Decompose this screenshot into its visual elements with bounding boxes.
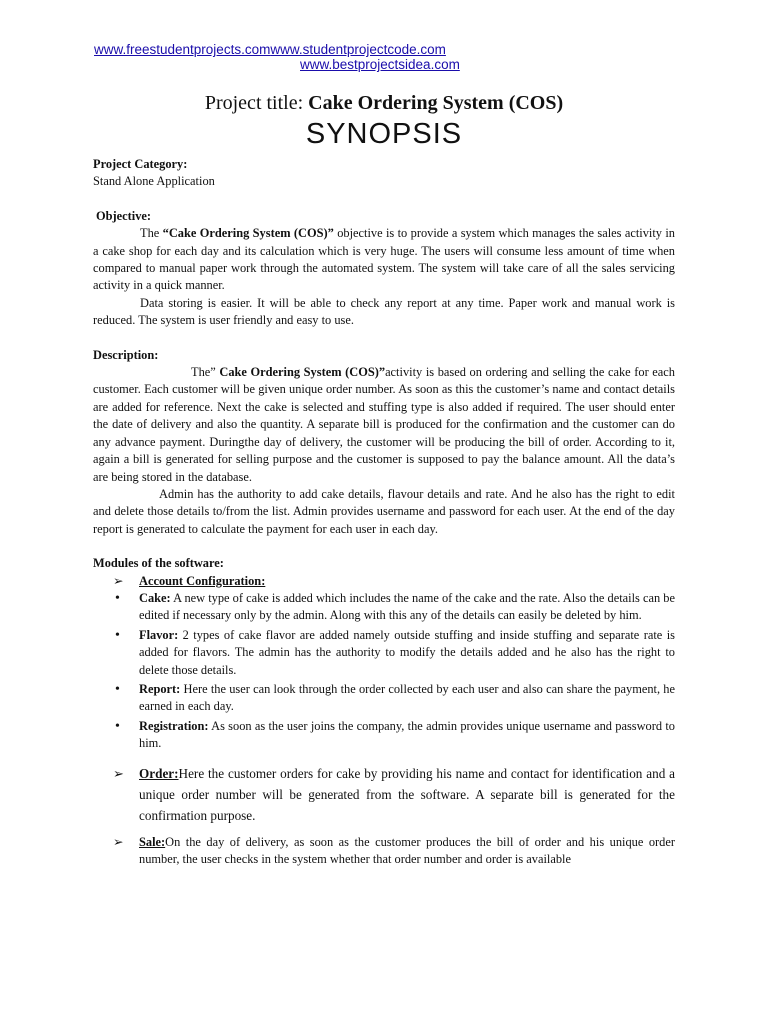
list-item-registration xyxy=(93,718,675,753)
header-links xyxy=(94,42,694,72)
category-heading: Project Category: xyxy=(93,157,188,171)
arrow-bullet-icon: ➢ xyxy=(113,765,125,781)
list-item-cake xyxy=(93,590,675,625)
item-text: A new type of cake is added which includes the name of the cake and the rate. Also the details can be edited if necessary only by the admin. Along with this any of the details can easily be deleted by him. xyxy=(139,590,675,623)
order-label: Order: xyxy=(139,765,179,781)
account-module-list xyxy=(93,590,675,753)
item-label: Report: xyxy=(139,681,181,696)
sale-module xyxy=(113,834,675,869)
objective-p1-text-b: objective is to provide a system which manages the sales activity in a cake shop for each day and its calculation which is very huge. The users will consume less amount of time when compared to manual paper work through the automated system. The system will take care of all the sales servicing activity in a quick manner. xyxy=(93,226,676,293)
link-freestudentprojects[interactable]: www.freestudentprojects.com xyxy=(94,42,271,57)
arrow-bullet-icon: ➢ xyxy=(113,573,124,588)
arrow-bullet-icon: ➢ xyxy=(113,834,124,849)
sale-text: On the day of delivery, as soon as the customer produces the bill of order and his unique order number, the user checks in the system whether that order number and order is available xyxy=(139,834,675,866)
account-configuration-label: Account Configuration: xyxy=(139,573,266,588)
sale-label: Sale: xyxy=(139,834,166,849)
item-text: Here the user can look through the order collected by each user and also can share the payment, he earned in each day. xyxy=(139,681,675,714)
objective-heading: Objective: xyxy=(96,208,152,223)
document-body xyxy=(93,156,675,868)
description-paragraph-2: Admin has the authority to add cake details, flavour details and rate. And he also has the right to edit and delete those details to/from the list. Admin provides username and password for each user. At the end of the day report is generated to calculate the payment for each user in each day. xyxy=(93,486,675,536)
item-label: Cake: xyxy=(139,590,171,605)
description-heading: Description: xyxy=(93,347,159,362)
description-p1-bold: Cake Ordering System (COS)” xyxy=(219,365,386,380)
modules-heading: Modules of the software: xyxy=(93,556,224,571)
description-p1-text-a: The” xyxy=(191,365,220,380)
order-text: Here the customer orders for cake by providing his name and contact for identification and a unique order number will be generated from the software. A separate bill is generated for the confirmation purpose. xyxy=(139,765,675,823)
account-configuration-heading xyxy=(113,573,675,590)
list-item-report xyxy=(93,681,675,716)
objective-paragraph-1 xyxy=(93,225,675,295)
order-module xyxy=(113,763,675,826)
title-prefix: Project title: xyxy=(204,92,309,114)
link-bestprojectsidea[interactable]: www.bestprojectsidea.com xyxy=(300,57,460,72)
item-text: 2 types of cake flavor are added namely outside stuffing and inside stuffing and separate rate is added for flavors. The admin has the authority to modify the details added and he also has the right to delete those details. xyxy=(139,627,675,677)
objective-p1-bold: “Cake Ordering System (COS)” xyxy=(162,226,334,241)
category-value: Stand Alone Application xyxy=(93,174,215,189)
item-label: Registration: xyxy=(139,718,209,733)
project-title xyxy=(0,92,768,115)
link-studentprojectcode[interactable]: www.studentprojectcode.com xyxy=(270,42,446,57)
description-paragraph-1 xyxy=(93,364,675,486)
objective-p1-text-a: The xyxy=(140,226,163,241)
synopsis-heading: SYNOPSIS xyxy=(305,118,463,150)
item-label: Flavor: xyxy=(139,627,179,642)
description-p1-text-b: activity is based on ordering and selling the cake for each customer. Each customer will be given unique order number. As soon as this the customer’s name and contact details are added for reference. Next the cake is selected and stuffing type is also added if required. The user should enter the date of delivery and also the quantity. A separate bill is produced for the confirmation and the customer can do any advance payment. Duringthe day of delivery, the customer will be producing the bill of order. According to it, again a bill is generated for selling purpose and the customer is supposed to pay the balance amount. All the data’s are being stored in the database. xyxy=(93,365,675,484)
title-bold: Cake Ordering System (COS) xyxy=(308,92,564,114)
list-item-flavor xyxy=(93,627,675,679)
objective-paragraph-2: Data storing is easier. It will be able to check any report at any time. Paper work and manual work is reduced. The system is user friendly and easy to use. xyxy=(93,295,675,328)
item-text: As soon as the user joins the company, the admin provides unique username and password to him. xyxy=(139,718,675,751)
